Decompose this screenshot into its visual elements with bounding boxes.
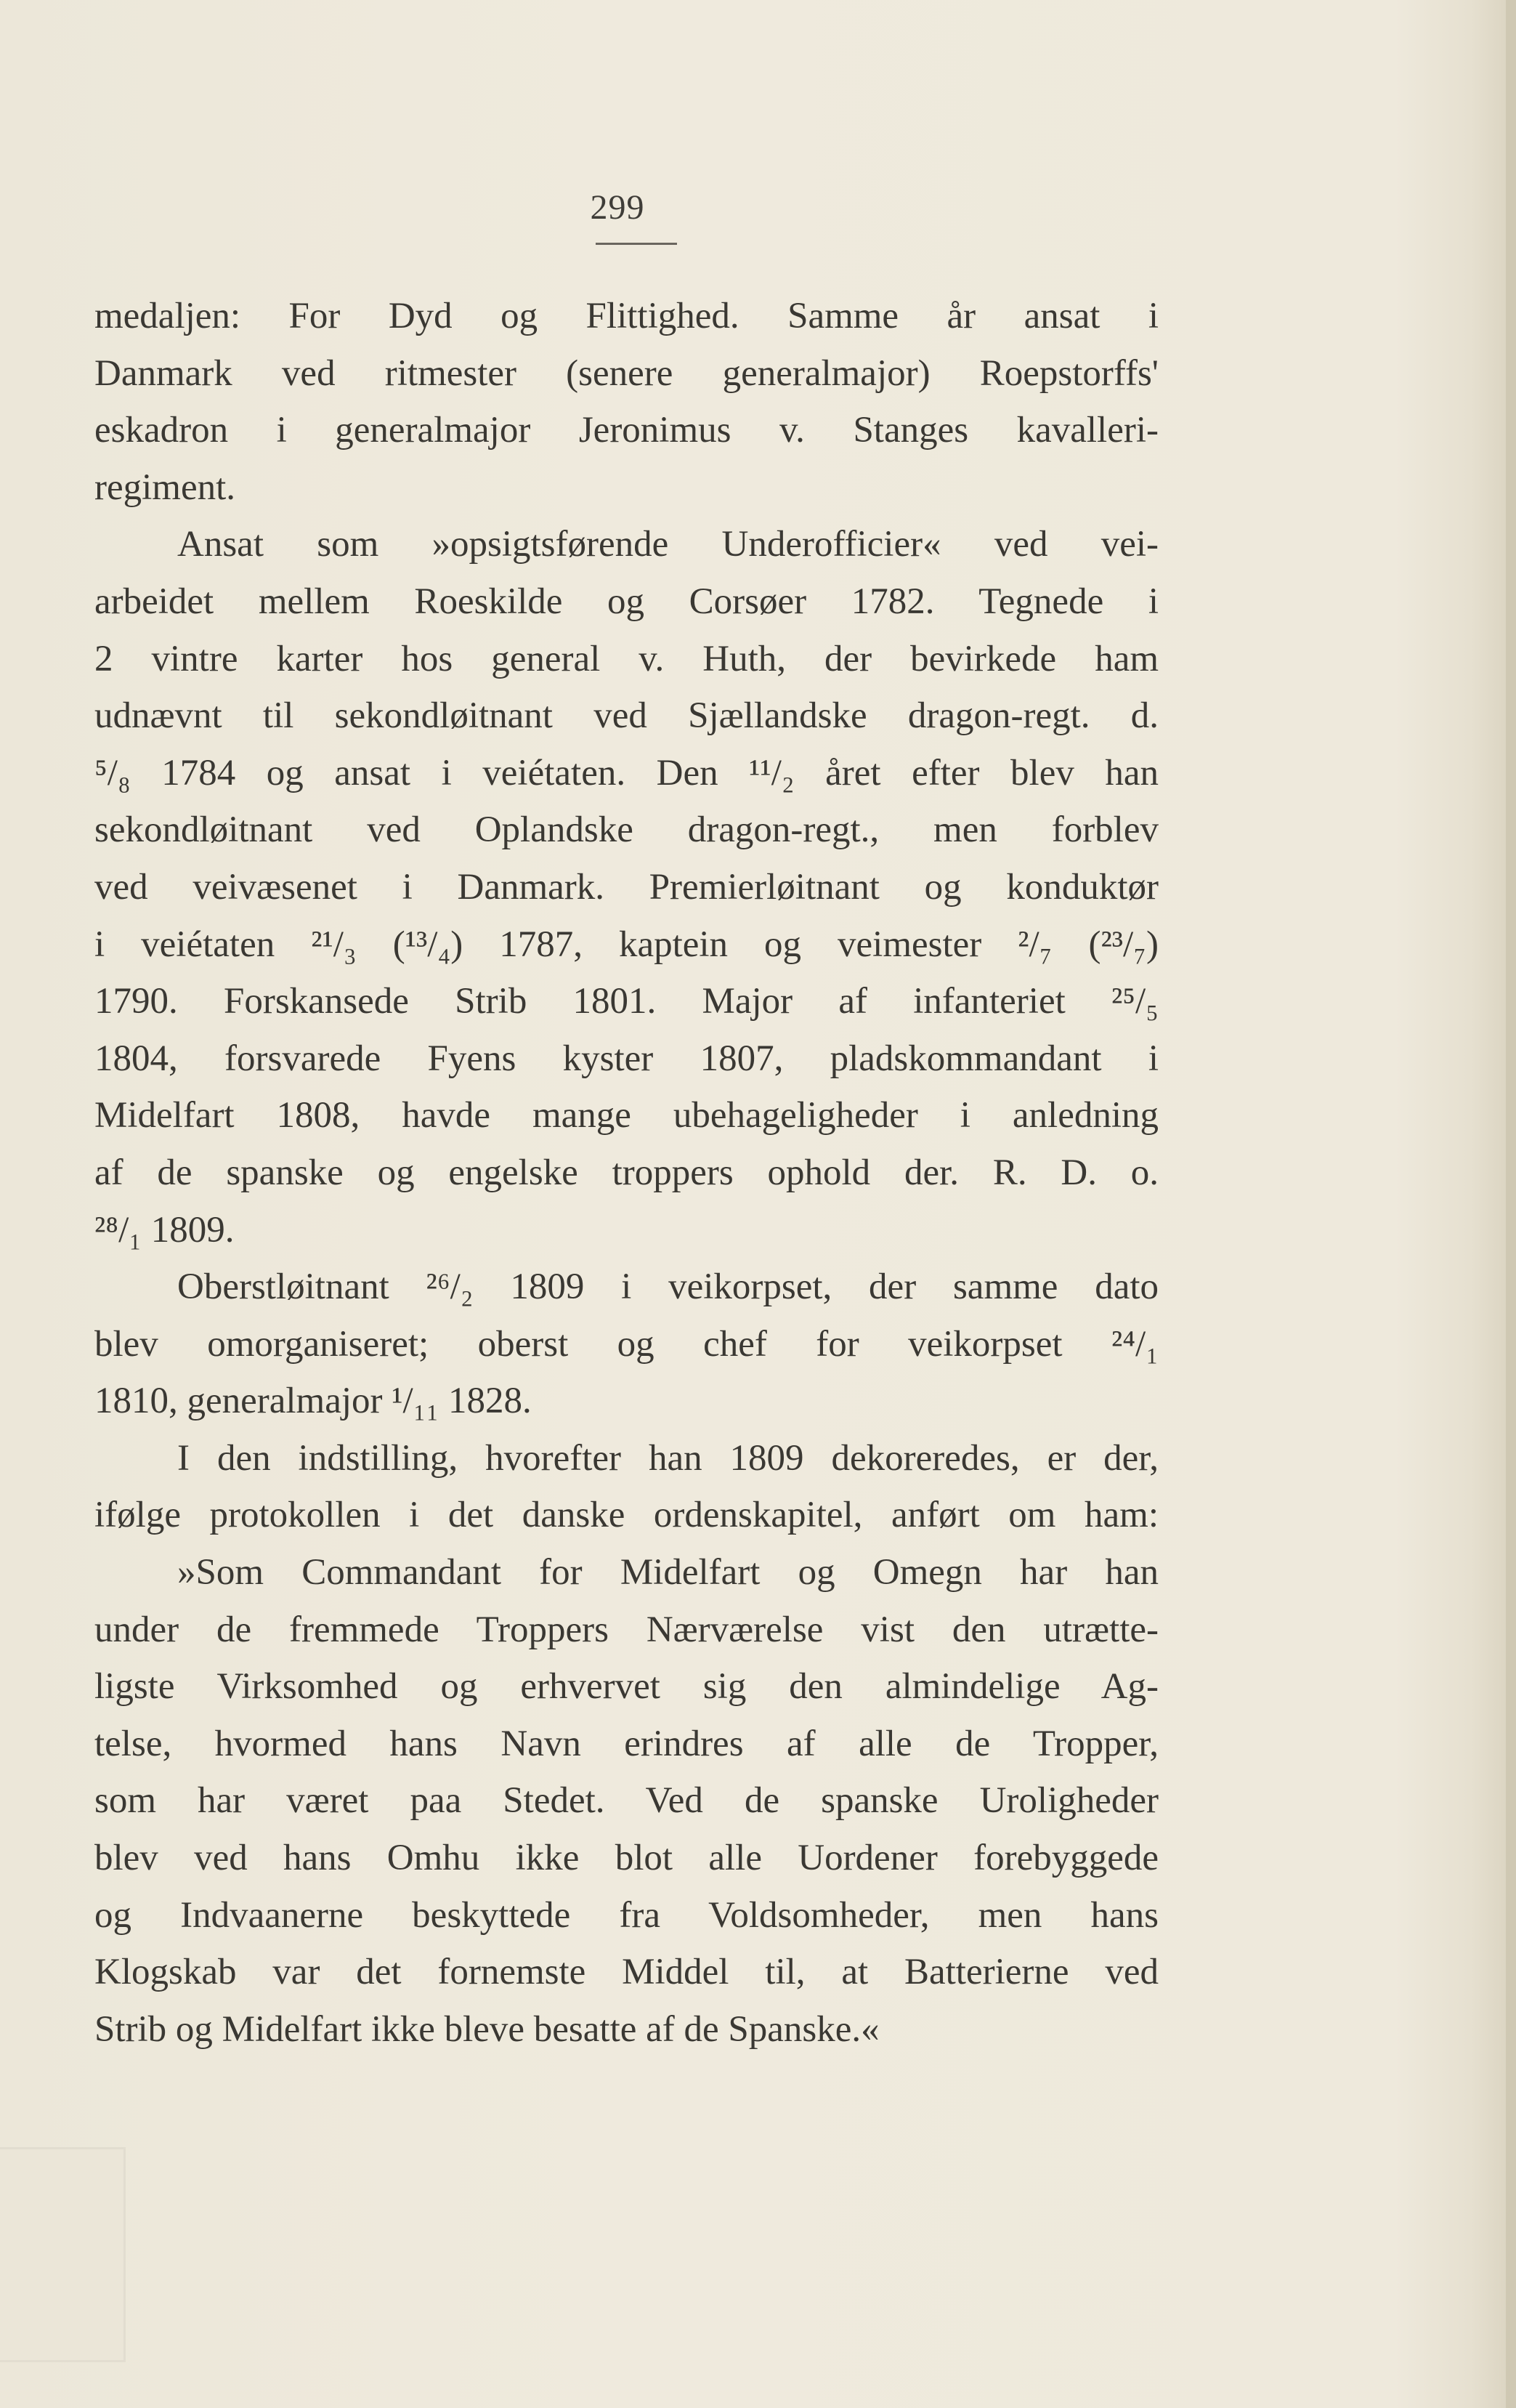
text-line: og Indvaanerne beskyttede fra Voldsomheder, men hans (94, 1894, 1159, 1936)
page-number: 299 (590, 188, 645, 227)
text-line: 1790. Forskansede Strib 1801. Major af infanteriet ²⁵/₅ (94, 981, 1159, 1022)
text-line: Strib og Midelfart ikke bleve besatte af de Spanske.« (94, 2008, 880, 2050)
text-line: blev omorganiseret; oberst og chef for veikorpset ²⁴/₁ (94, 1323, 1159, 1365)
text-line: ved veivæsenet i Danmark. Premierløitnant og konduktør (94, 866, 1159, 908)
text-line: regiment. (94, 466, 236, 508)
text-line: telse, hvormed hans Navn erindres af alle de Tropper, (94, 1723, 1159, 1764)
text-line: »Som Commandant for Midelfart og Omegn har han (177, 1552, 1159, 1593)
text-line: medaljen: For Dyd og Flittighed. Samme år ansat i (94, 296, 1159, 336)
text-line: Danmark ved ritmester (senere generalmajor) Roepstorffs' (94, 352, 1159, 394)
text-line: i veiétaten ²¹/₃ (¹³/₄) 1787, kaptein og veimester ²/₇ (²³/₇) (94, 924, 1159, 965)
text-line: sekondløitnant ved Oplandske dragon-regt., men forblev (94, 809, 1159, 851)
text-line: 1804, forsvarede Fyens kyster 1807, pladskommandant i (94, 1038, 1159, 1079)
text-line: ⁵/₈ 1784 og ansat i veiétaten. Den ¹¹/₂ året efter blev han (94, 752, 1159, 793)
text-line: 2 vintre karter hos general v. Huth, der bevirkede ham (94, 638, 1159, 679)
margin-mark (0, 2147, 126, 2362)
text-line: eskadron i generalmajor Jeronimus v. Stanges kavalleri- (94, 410, 1159, 451)
text-line: Klogskab var det fornemste Middel til, at Batterierne ved (94, 1952, 1159, 1993)
text-line: under de fremmede Troppers Nærværelse vist den utrætte- (94, 1609, 1159, 1650)
text-line: Midelfart 1808, havde mange ubehageligheder i anledning (94, 1095, 1159, 1136)
text-line: Ansat som »opsigtsførende Underofficier« ved vei- (177, 524, 1159, 565)
text-line: ²⁸/₁ 1809. (94, 1209, 235, 1251)
page-edge (1506, 0, 1516, 2408)
text-line: I den indstilling, hvorefter han 1809 dekoreredes, er der, (177, 1437, 1159, 1479)
text-line: 1810, generalmajor ¹/₁₁ 1828. (94, 1381, 532, 1422)
text-line: udnævnt til sekondløitnant ved Sjællandske dragon-regt. d. (94, 695, 1159, 737)
text-line: ligste Virksomhed og erhvervet sig den almindelige Ag- (94, 1666, 1159, 1708)
body-text (94, 288, 1159, 2058)
text-line: af de spanske og engelske troppers ophold der. R. D. o. (94, 1152, 1159, 1193)
text-line: arbeidet mellem Roeskilde og Corsøer 1782. Tegnede i (94, 581, 1159, 622)
text-line: ifølge protokollen i det danske ordenskapitel, anført om ham: (94, 1495, 1159, 1536)
page-number-rule (596, 243, 677, 245)
text-line: blev ved hans Omhu ikke blot alle Uordener forebyggede (94, 1838, 1159, 1879)
text-line: Oberstløitnant ²⁶/₂ 1809 i veikorpset, der samme dato (177, 1266, 1159, 1308)
text-line: som har været paa Stedet. Ved de spanske Uroligheder (94, 1780, 1159, 1822)
